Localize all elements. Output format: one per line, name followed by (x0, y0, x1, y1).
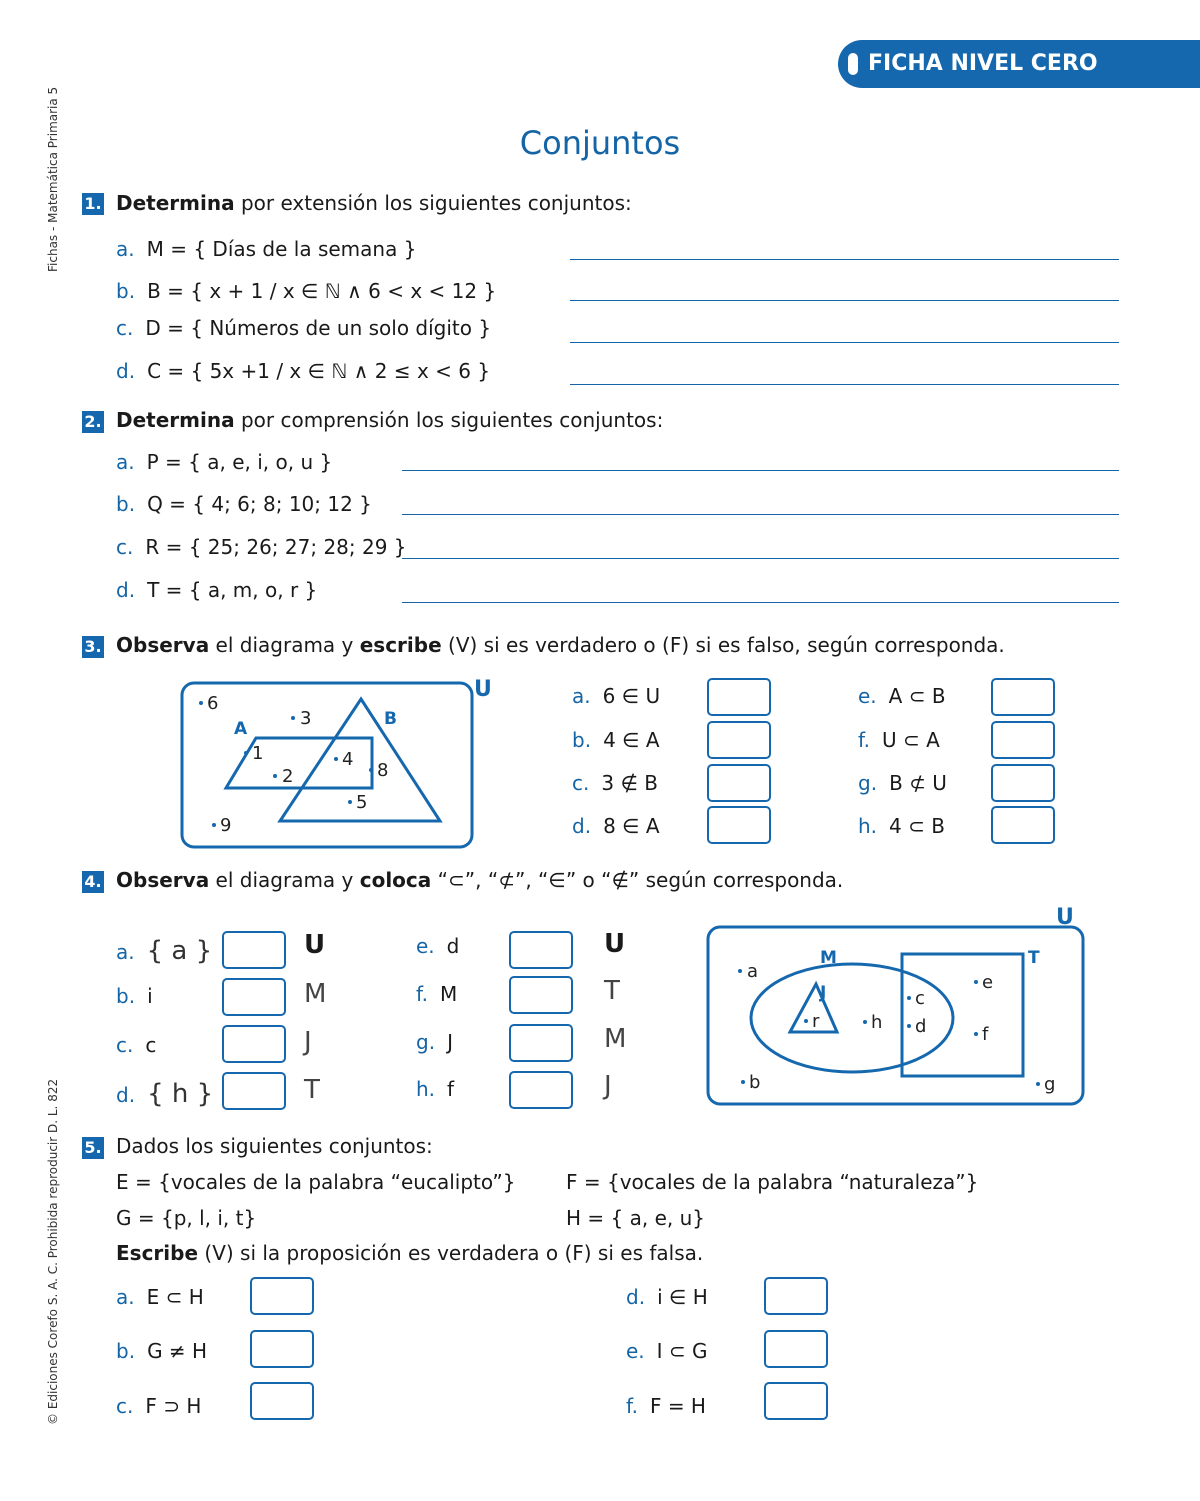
q5-answer-box-c[interactable] (250, 1382, 314, 1420)
q3-item-g: g. B ⊄ U (858, 771, 947, 795)
badge-label: FICHA NIVEL CERO (868, 51, 1098, 76)
q2-item-a: a. P = { a, e, i, o, u } (116, 450, 333, 474)
point-h: h (871, 1012, 883, 1033)
q4-item-c: c. c (116, 1033, 157, 1057)
q3-answer-box-f[interactable] (991, 721, 1055, 759)
question-2-prompt: Determina por comprensión los siguientes conjuntos: (116, 408, 664, 432)
q1-item-d: d. C = { 5x +1 / x ∈ ℕ ∧ 2 ≤ x < 6 } (116, 359, 491, 383)
q2-answer-line-d[interactable] (402, 602, 1119, 603)
q4-item-b: b. i (116, 984, 153, 1008)
page-title: Conjuntos (519, 124, 681, 162)
q2-answer-line-b[interactable] (402, 514, 1119, 515)
q5-answer-box-b[interactable] (250, 1330, 314, 1368)
q4-item-e: e. d (416, 934, 460, 958)
q1-answer-line-c[interactable] (570, 342, 1119, 343)
point-d: d (915, 1016, 927, 1037)
label-U: U (474, 677, 492, 702)
set-F-definition: F = {vocales de la palabra “naturaleza”} (566, 1170, 979, 1194)
q2-item-c: c. R = { 25; 26; 27; 28; 29 } (116, 535, 407, 559)
q1-answer-line-a[interactable] (570, 259, 1119, 260)
point-b: b (749, 1072, 761, 1093)
q2-answer-line-c[interactable] (402, 558, 1119, 559)
point-4: 4 (342, 749, 354, 770)
q4-rhs-h: J (604, 1071, 612, 1101)
q4-answer-box-b[interactable] (222, 978, 286, 1016)
set-H-definition: H = { a, e, u} (566, 1206, 705, 1230)
q1-answer-line-d[interactable] (570, 384, 1119, 385)
question-number-4: 4. (82, 871, 104, 893)
q3-item-d: d. 8 ∈ A (572, 814, 660, 838)
question-3-prompt: Observa el diagrama y escribe (V) si es verdadero o (F) si es falso, según corresponda. (116, 633, 1005, 657)
universe-rect-q4 (708, 927, 1083, 1104)
q4-answer-box-d[interactable] (222, 1072, 286, 1110)
q4-item-f: f. M (416, 982, 458, 1006)
question-1-prompt: Determina por extensión los siguientes conjuntos: (116, 191, 632, 215)
q5-item-b: b. G ≠ H (116, 1339, 208, 1363)
q3-answer-box-c[interactable] (707, 764, 771, 802)
point-6: 6 (207, 693, 219, 714)
question-4-prompt: Observa el diagrama y coloca “⊂”, “⊄”, “∈” o “∉” según corresponda. (116, 868, 844, 892)
question-number-1: 1. (82, 193, 104, 215)
point-e: e (982, 972, 994, 993)
q4-rhs-f: T (604, 976, 620, 1006)
set-E-definition: E = {vocales de la palabra “eucalipto”} (116, 1170, 516, 1194)
q1-item-c: c. D = { Números de un solo dígito } (116, 316, 492, 340)
point-8: 8 (377, 760, 389, 781)
q3-answer-box-b[interactable] (707, 721, 771, 759)
q3-answer-box-e[interactable] (991, 678, 1055, 716)
q1-answer-line-b[interactable] (570, 300, 1119, 301)
point-2: 2 (282, 766, 294, 787)
q3-item-h: h. 4 ⊂ B (858, 814, 945, 838)
q5-item-e: e. I ⊂ G (626, 1339, 708, 1363)
q2-item-d: d. T = { a, m, o, r } (116, 578, 318, 602)
q3-item-f: f. U ⊂ A (858, 728, 940, 752)
q4-answer-box-f[interactable] (509, 976, 573, 1014)
label-A: A (234, 719, 248, 739)
q3-answer-box-a[interactable] (707, 678, 771, 716)
q5-answer-box-d[interactable] (764, 1277, 828, 1315)
q5-answer-box-a[interactable] (250, 1277, 314, 1315)
set-G-definition: G = {p, l, i, t} (116, 1206, 257, 1230)
level-badge (838, 40, 1200, 88)
q3-answer-box-h[interactable] (991, 806, 1055, 844)
q1-item-a: a. M = { Días de la semana } (116, 237, 417, 261)
q5-item-a: a. E ⊂ H (116, 1285, 204, 1309)
q4-rhs-e: U (604, 929, 626, 959)
q4-venn-diagram (700, 902, 1092, 1112)
q4-item-g: g. J (416, 1030, 453, 1054)
q4-item-d: d. { h } (116, 1079, 214, 1109)
q4-item-a: a. { a } (116, 936, 213, 966)
point-g: g (1044, 1074, 1056, 1095)
question-number-5: 5. (82, 1137, 104, 1159)
q5-instruction: Escribe (V) si la proposición es verdadera o (F) si es falsa. (116, 1241, 704, 1265)
point-3: 3 (300, 708, 312, 729)
label-M: M (820, 948, 837, 968)
label-U-q4: U (1056, 905, 1074, 930)
q2-item-b: b. Q = { 4; 6; 8; 10; 12 } (116, 492, 372, 516)
q4-rhs-a: U (304, 930, 326, 960)
q4-answer-box-g[interactable] (509, 1024, 573, 1062)
question-5-prompt: Dados los siguientes conjuntos: (116, 1134, 433, 1158)
q3-answer-box-g[interactable] (991, 764, 1055, 802)
question-number-3: 3. (82, 636, 104, 658)
q1-item-b: b. B = { x + 1 / x ∈ ℕ ∧ 6 < x < 12 } (116, 279, 497, 303)
q4-rhs-b: M (304, 979, 327, 1009)
q3-item-b: b. 4 ∈ A (572, 728, 660, 752)
point-c: c (915, 988, 925, 1009)
label-J: J (820, 983, 827, 1003)
q5-answer-box-f[interactable] (764, 1382, 828, 1420)
point-r: r (812, 1011, 820, 1032)
q4-rhs-g: M (604, 1024, 627, 1054)
q5-item-d: d. i ∈ H (626, 1285, 708, 1309)
q5-item-f: f. F = H (626, 1394, 706, 1418)
q3-answer-box-d[interactable] (707, 806, 771, 844)
point-f: f (982, 1024, 989, 1045)
q3-item-c: c. 3 ∉ B (572, 771, 658, 795)
q4-answer-box-a[interactable] (222, 931, 286, 969)
point-1: 1 (252, 743, 264, 764)
question-number-2: 2. (82, 411, 104, 433)
q2-answer-line-a[interactable] (402, 470, 1119, 471)
label-B: B (384, 709, 397, 729)
q4-item-h: h. f (416, 1077, 455, 1101)
point-5: 5 (356, 792, 368, 813)
point-a: a (747, 961, 759, 982)
q3-item-a: a. 6 ∈ U (572, 684, 661, 708)
q4-answer-box-h[interactable] (509, 1071, 573, 1109)
q4-rhs-c: J (304, 1027, 312, 1057)
q3-item-e: e. A ⊂ B (858, 684, 946, 708)
q4-answer-box-e[interactable] (509, 931, 573, 969)
label-T: T (1028, 948, 1040, 968)
badge-pill-icon (848, 53, 858, 75)
q4-rhs-d: T (304, 1075, 320, 1105)
q4-answer-box-c[interactable] (222, 1025, 286, 1063)
q5-item-c: c. F ⊃ H (116, 1394, 202, 1418)
q3-venn-diagram (176, 674, 506, 852)
point-9: 9 (220, 815, 232, 836)
q5-answer-box-e[interactable] (764, 1330, 828, 1368)
